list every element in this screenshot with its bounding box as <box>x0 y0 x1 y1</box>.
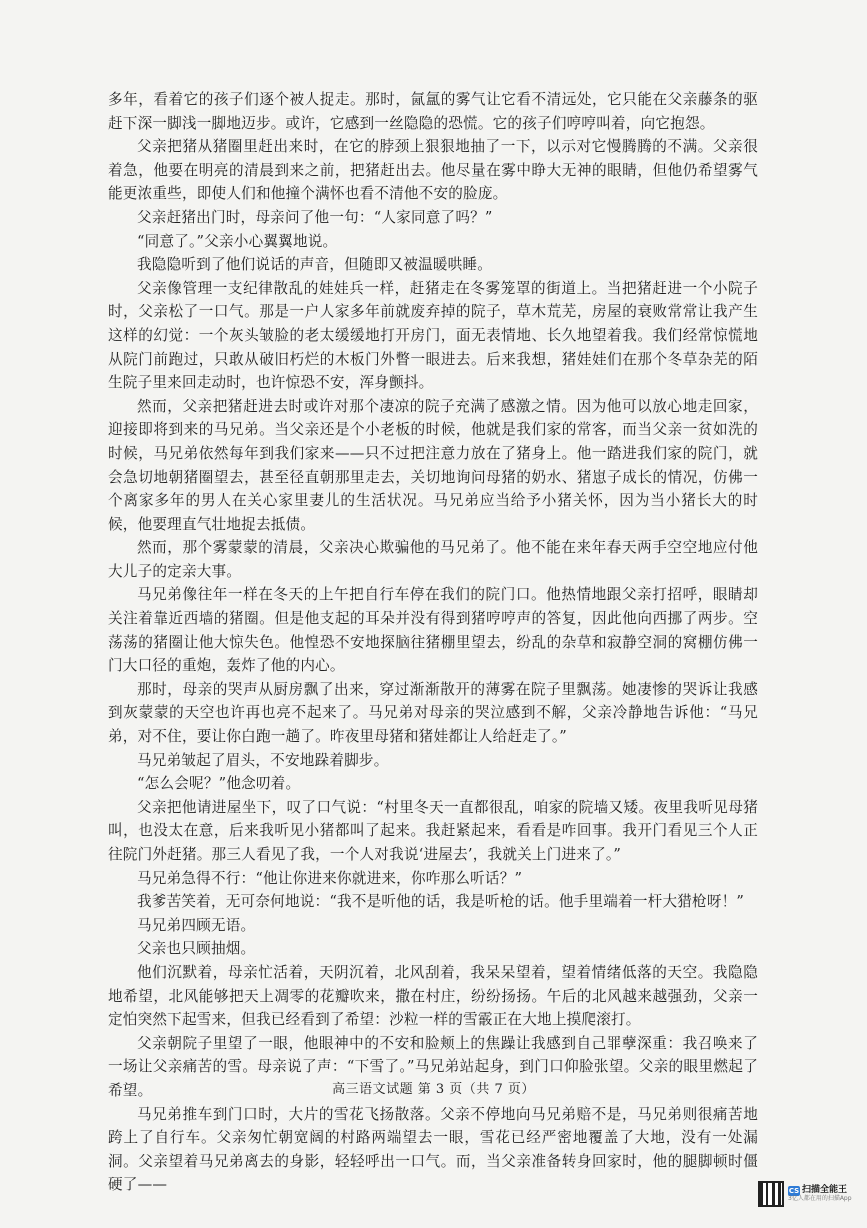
paragraph: 那时，母亲的哭声从厨房飘了出来，穿过渐渐散开的薄雾在院子里飘荡。她凄惨的哭诉让我感到灰蒙蒙的天空也许再也亮不起来了。马兄弟对母亲的哭泣感到不解，父亲冷静地告诉他：“马兄弟，对不住，要让你白跑一趟了。昨夜里母猪和猪娃都让人给赶走了。” <box>108 680 758 746</box>
paragraph: 父亲把他请进屋坐下，叹了口气说：“村里冬天一直都很乱，咱家的院墙又矮。夜里我听见母猪叫，也没太在意，后来我听见小猪都叫了起来。我赶紧起来，看看是咋回事。我开门看见三个人正往院门外赶猪。那三人看见了我，一个人对我说‘进屋去’，我就关上门进来了。” <box>108 798 758 863</box>
paragraph: 马兄弟像往年一样在冬天的上午把自行车停在我们的院门口。他热情地跟父亲打招呼，眼睛却关注着靠近西墙的猪圈。但是他支起的耳朵并没有得到猪哼哼声的答复，因此他向西挪了两步。空荡荡的猪圈让他大惊失色。他惶恐不安地探脑往猪棚里望去，纷乱的杂草和寂静空洞的窝棚仿佛一门大口径的重炮，轰炸了他的内心。 <box>108 586 758 675</box>
article-body <box>108 88 758 1197</box>
camscanner-logo-icon: CS <box>788 1186 800 1195</box>
paragraph: 然而，那个雾蒙蒙的清晨，父亲决心欺骗他的马兄弟了。他不能在来年春天两手空空地应付他大儿子的定亲大事。 <box>108 539 758 580</box>
page-footer: 高三语文试题 第 3 页（共 7 页） <box>332 1082 535 1097</box>
paragraph: “怎么会呢？”他念叨着。 <box>137 775 301 793</box>
paragraph: 他们沉默着，母亲忙活着，天阴沉着，北风刮着，我呆呆望着，望着情绪低落的天空。我隐隐地希望，北风能够把天上凋零的花瓣吹来，撒在村庄，纷纷扬扬。午后的北风越来越强劲，父亲一定怕突然下起雪来，但我已经看到了希望：沙粒一样的雪霰正在大地上摸爬滚打。 <box>108 963 758 1029</box>
paragraph: 我隐隐听到了他们说话的声音，但随即又被温暖哄睡。 <box>137 256 493 274</box>
paragraph: 然而，父亲把猪赶进去时或许对那个凄凉的院子充满了感激之情。因为他可以放心地走回家，迎接即将到来的马兄弟。当父亲还是个小老板的时候，他就是我们家的常客，而当父亲一贫如洗的时候，马兄弟依然每年到我们家来——只不过把注意力放在了猪身上。他一踏进我们家的院门，就会急切地朝猪圈望去，甚至径直朝那里走去，关切地询问母猪的奶水、猪崽子成长的情况，仿佛一个离家多年的男人在关心家里妻儿的生活状况。马兄弟应当给予小猪关怀，因为当小猪长大的时候，他要理直气壮地捉去抵债。 <box>108 397 758 533</box>
paragraph: 马兄弟皱起了眉头，不安地跺着脚步。 <box>137 751 389 769</box>
paragraph: 马兄弟推车到门口时，大片的雪花飞扬散落。父亲不停地向马兄弟赔不是，马兄弟则很痛苦地跨上了自行车。父亲匆忙朝宽阔的村路两端望去一眼，雪花已经严密地覆盖了大地，没有一处漏洞。父亲望着马兄弟离去的身影，轻轻呼出一口气。而，当父亲准备转身回家时，他的腿脚顿时僵硬了—— <box>108 1105 758 1194</box>
paragraph: “同意了。”父亲小心翼翼地说。 <box>137 232 338 250</box>
watermark-subtitle: 3亿人都在用的扫描App <box>788 1194 852 1202</box>
paragraph: 马兄弟四顾无语。 <box>137 916 256 934</box>
watermark-title-text: 扫描全能王 <box>802 1184 848 1195</box>
paragraph: 父亲赶猪出门时，母亲问了他一句：“人家同意了吗？” <box>137 208 493 226</box>
paragraph: 我爹苦笑着，无可奈何地说：“我不是听他的话，我是听枪的话。他手里端着一杆大猎枪呀！” <box>137 893 745 911</box>
paragraph: 多年，看着它的孩子们逐个被人捉走。那时，氤氲的雾气让它看不清远处，它只能在父亲藤条的驱赶下深一脚浅一脚地迈步。或许，它感到一丝隐隐的恐慌。它的孩子们哼哼叫着，向它抱怨。 <box>108 91 758 132</box>
watermark-text <box>788 1186 852 1203</box>
paragraph: 父亲也只顾抽烟。 <box>137 940 256 958</box>
paragraph: 父亲朝院子里望了一眼，他眼神中的不安和脸颊上的焦躁让我感到自己罪孽深重：我召唤来了一场让父亲痛苦的雪。母亲说了声：“下雪了。”马兄弟站起身，到门口仰脸张望。父亲的眼里燃起了希望。 <box>108 1034 758 1099</box>
paragraph: 马兄弟急得不行：“他让你进来你就进来，你咋那么听话？” <box>137 869 523 887</box>
scanner-watermark <box>758 1175 854 1213</box>
paragraph: 父亲把猪从猪圈里赶出来时，在它的脖颈上狠狠地抽了一下，以示对它慢腾腾的不满。父亲很着急，他要在明亮的清晨到来之前，把猪赶出去。他尽量在雾中睁大无神的眼睛，但他仍希望雾气能更浓重些，即使人们和他撞个满怀也看不清他不安的脸庞。 <box>108 138 758 203</box>
paragraph: 父亲像管理一支纪律散乱的娃娃兵一样，赶猪走在冬雾笼罩的街道上。当把猪赶进一个小院子时，父亲松了一口气。那是一户人家多年前就废弃掉的院子，草木荒芜，房屋的衰败常常让我产生这样的幻觉：一个灰头皱脸的老太缓缓地打开房门，面无表情地、长久地望着我。我们经常惊慌地从院门前跑过，只敢从破旧朽烂的木板门外瞥一眼进去。后来我想，猪娃娃们在那个冬草杂芜的陌生院子里来回走动时，也许惊恐不安，浑身颤抖。 <box>108 279 758 392</box>
qr-code-icon <box>758 1181 784 1207</box>
